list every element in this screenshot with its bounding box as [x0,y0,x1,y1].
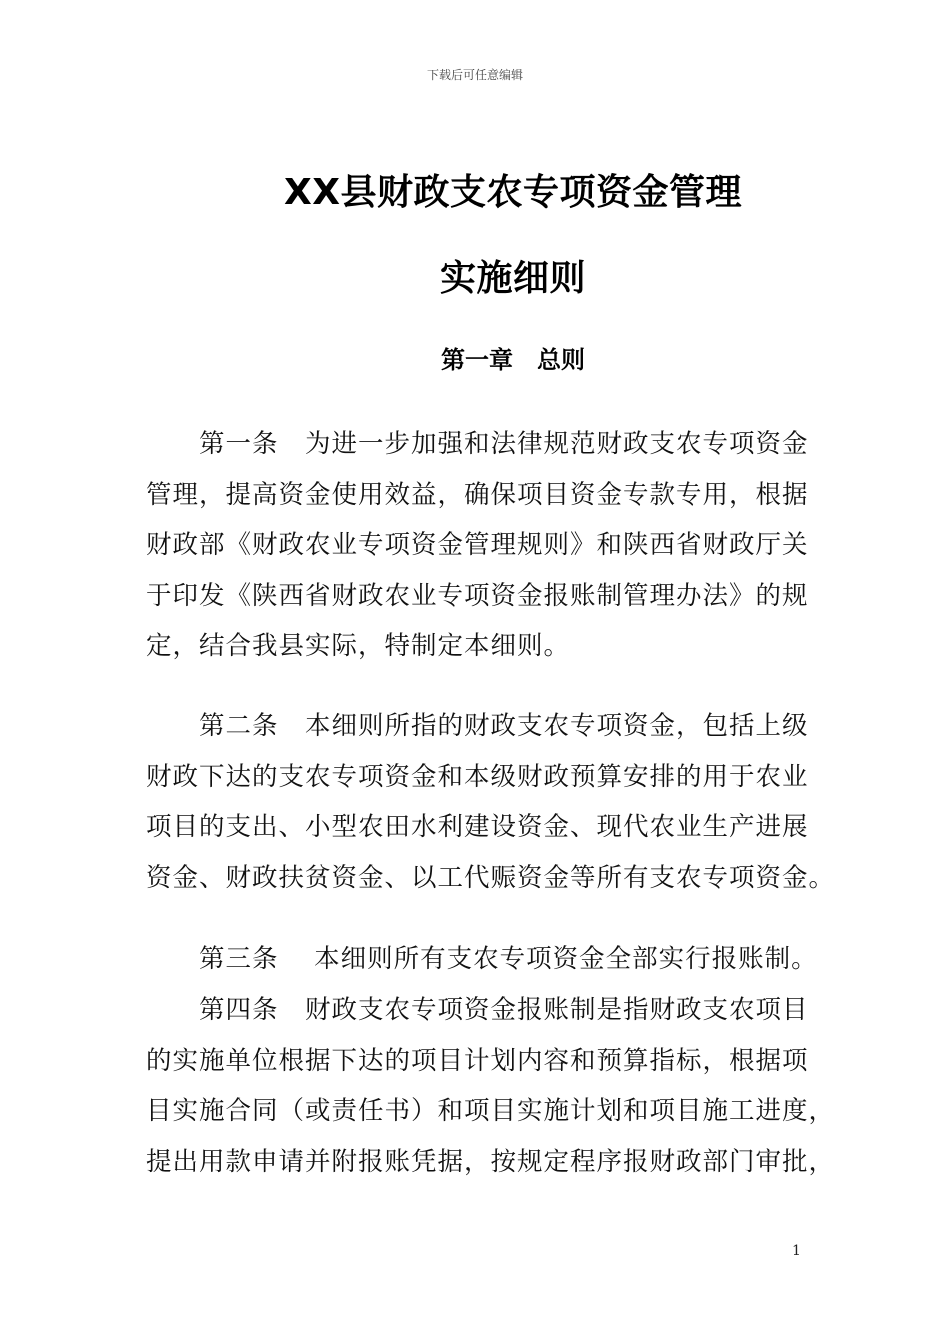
document-title-line-2: 实施细则 [439,258,586,299]
text-line: 项目的支出、小型农田水利建设资金、现代农业生产进展 [146,812,809,842]
text-line: 财政下达的支农专项资金和本级财政预算安排的用于农业 [146,761,809,792]
article-4 [146,985,836,1187]
text-line: 定，结合我县实际，特制定本细则。 [146,631,571,661]
header-note: 下载后可任意编辑 [426,68,523,82]
text-line: 于印发《陕西省财政农业专项资金报账制管理办法》的规 [146,580,809,611]
chapter-heading: 第一章 总则 [441,346,585,374]
text-line: 目实施合同（或责任书）和项目实施计划和项目施工进度， [146,1096,836,1126]
document-title-line-1: XX县财政支农专项资金管理 [283,172,742,213]
text-line: 财政部《财政农业专项资金管理规则》和陕西省财政厅关 [146,530,809,560]
text-line: 资金、财政扶贫资金、以工代赈资金等所有支农专项资金。 [146,862,836,893]
text-line: 第一条 为进一步加强和法律规范财政支农专项资金 [146,429,809,459]
text-line: 第三条 本细则所有支农专项资金全部实行报账制。 [146,944,818,974]
text-line: 第四条 财政支农专项资金报账制是指财政支农项目 [146,995,809,1025]
page-number: 1 [792,1243,801,1259]
text-line: 提出用款申请并附报账凭据，按规定程序报财政部门审批， [146,1146,836,1177]
text-line: 第二条 本细则所指的财政支农专项资金，包括上级 [146,711,809,741]
text-line: 管理，提高资金使用效益，确保项目资金专款专用，根据 [146,479,809,510]
text-line: 的实施单位根据下达的项目计划内容和预算指标，根据项 [146,1045,809,1076]
article-1 [146,419,809,672]
article-3 [146,934,818,985]
article-2 [146,701,836,903]
